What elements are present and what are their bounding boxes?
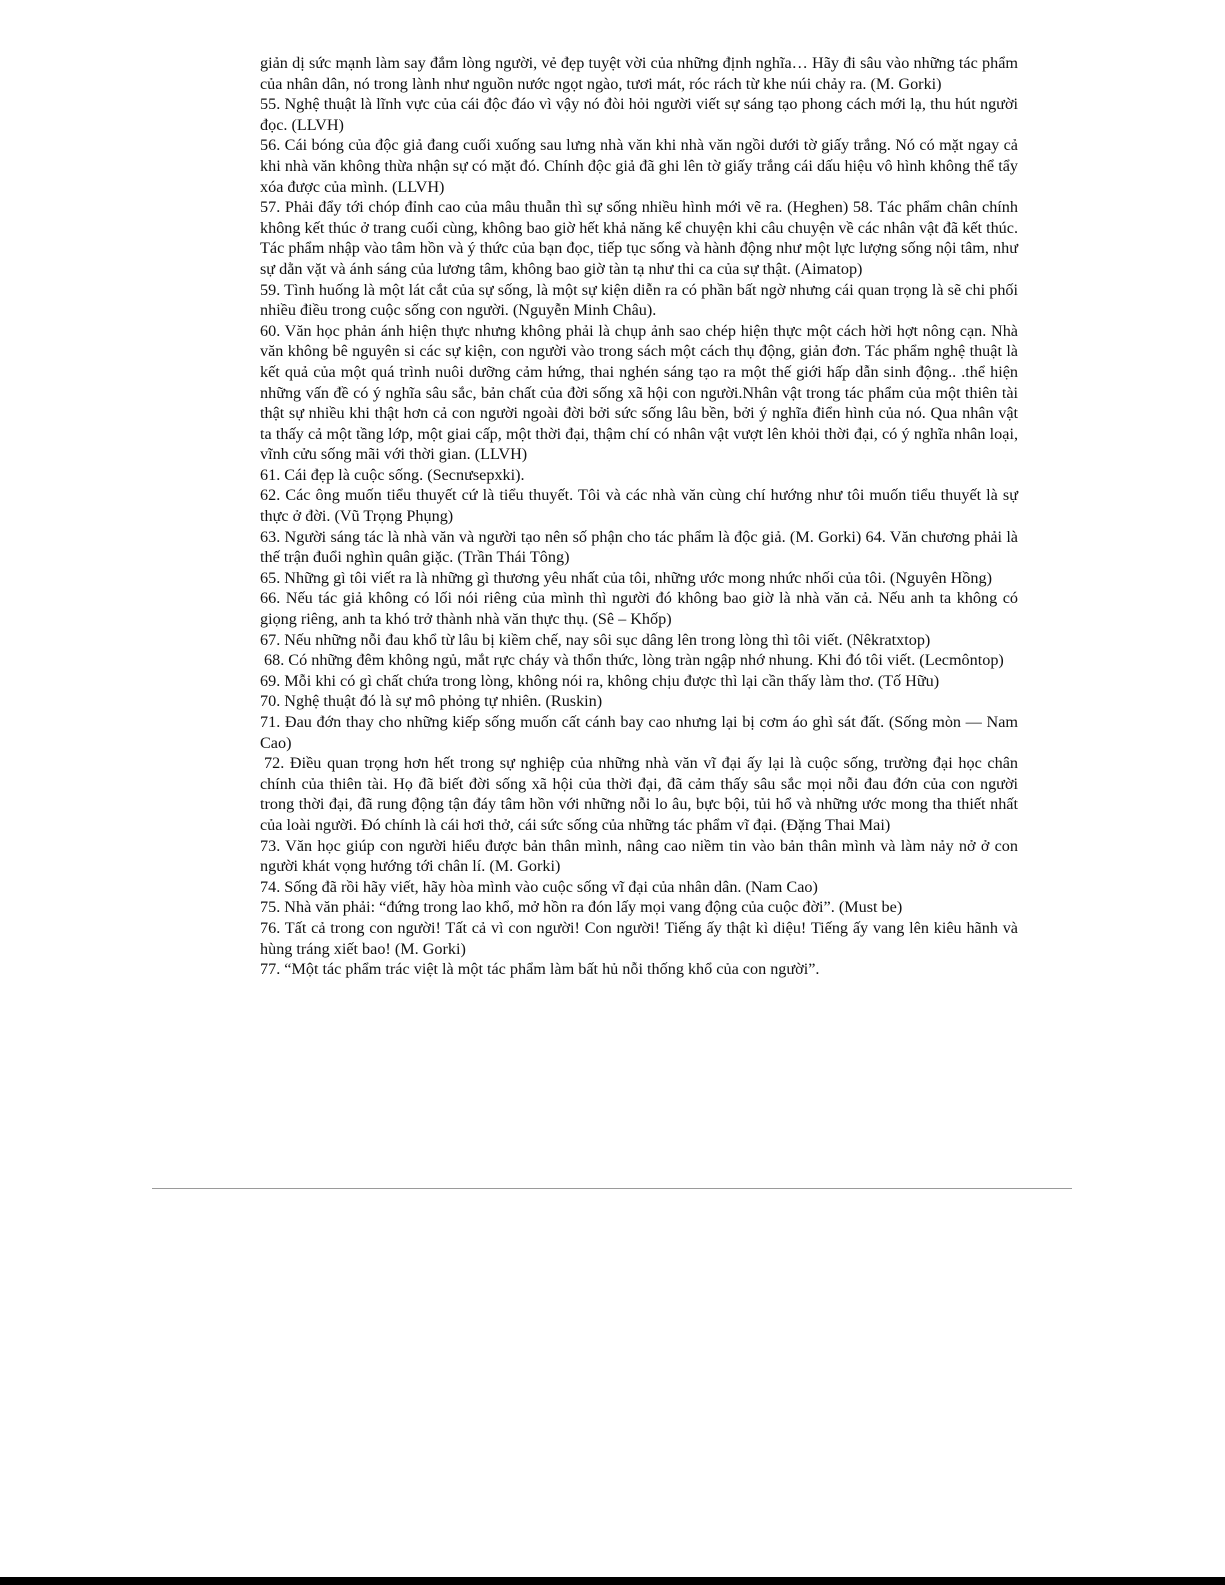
quote-70: 70. Nghệ thuật đó là sự mô phỏng tự nhiên. (Ruskin) bbox=[260, 692, 603, 711]
quote-56: 56. Cái bóng của độc giả đang cuối xuống sau lưng nhà văn khi nhà văn ngồi dưới tờ giấy trắng. Nó có mặt ngay cả khi nhà văn không thừa nhận sự có mặt đó. Chính độc giả đã ghi lên tờ giấy trắng cái dấu hiệu vô hình không thể tẩy xóa được của mình. (LLVH) bbox=[260, 136, 1018, 196]
quote-76: 76. Tất cả trong con người! Tất cả vì con người! Con người! Tiếng ấy thật kì diệu! Tiếng ấy vang lên kiêu hãnh và hùng tráng xiết bao! (M. Gorki) bbox=[260, 918, 1018, 958]
page-divider bbox=[152, 1188, 1072, 1189]
quote-62: 62. Các ông muốn tiểu thuyết cứ là tiểu thuyết. Tôi và các nhà văn cùng chí hướng như tôi muốn tiểu thuyết là sự thực ở đời. (Vũ Trọng Phụng) bbox=[260, 486, 1018, 526]
quote-61: 61. Cái đẹp là cuộc sống. (Secnưsepxki). bbox=[260, 465, 525, 484]
bottom-edge-bar bbox=[0, 1577, 1225, 1585]
quote-68: 68. Có những đêm không ngủ, mắt rực cháy và thổn thức, lòng tràn ngập nhớ nhung. Khi đó tôi viết. (Lecmôntop) bbox=[264, 651, 1004, 670]
quote-57-58: 57. Phải đẩy tới chóp đỉnh cao của mâu thuẫn thì sự sống nhiều hình mới vẽ ra. (Heghen) 58. Tác phẩm chân chính không kết thúc ở trang cuối cùng, không bao giờ hết khả năng kể chuyện khi câu chuyện về các nhân vật đã kết thúc. Tác phẩm nhập vào tâm hồn và ý thức của bạn đọc, tiếp tục sống và hành động như một lực lượng sống nội tâm, như sự dằn vặt và ánh sáng của lương tâm, không bao giờ tàn tạ như thi ca của sự thật. (Aimatop) bbox=[260, 198, 1018, 278]
quote-75: 75. Nhà văn phải: “đứng trong lao khổ, mở hồn ra đón lấy mọi vang động của cuộc đời”. (Must be) bbox=[260, 898, 903, 917]
quote-72: 72. Điều quan trọng hơn hết trong sự nghiệp của những nhà văn vĩ đại ấy lại là cuộc sống, trường đại học chân chính của thiên tài. Họ đã biết đời sống xã hội của thời đại, đã cảm thấy sâu sắc mọi nỗi đau đớn của con người trong thời đại, đã rung động tận đáy tâm hồn với những nỗi lo âu, bực bội, tủi hổ và những ước mong tha thiết nhất của loài người. Đó chính là cái hơi thở, cái sức sống của những tác phẩm vĩ đại. (Đặng Thai Mai) bbox=[260, 754, 1018, 834]
quote-73: 73. Văn học giúp con người hiểu được bản thân mình, nâng cao niềm tin vào bản thân mình và làm nảy nở ở con người khát vọng hướng tới chân lí. (M. Gorki) bbox=[260, 836, 1018, 876]
quote-65: 65. Những gì tôi viết ra là những gì thương yêu nhất của tôi, những ước mong nhức nhối của tôi. (Nguyên Hồng) bbox=[260, 568, 992, 587]
quote-60: 60. Văn học phản ánh hiện thực nhưng không phải là chụp ảnh sao chép hiện thực một cách hời hợt nông cạn. Nhà văn không bê nguyên si các sự kiện, con người vào trong sách một cách thụ động, giản đơn. Tác phẩm nghệ thuật là kết quả của một quá trình nuôi dưỡng cảm hứng, thai nghén sáng tạo ra một thế giới hấp dẫn sinh động.. .thể hiện những vấn đề có ý nghĩa sâu sắc, bản chất của đời sống xã hội con người.Nhân vật trong tác phẩm của một thiên tài thật sự nhiều khi thật hơn cả con người ngoài đời bởi sức sống lâu bền, bởi ý nghĩa điển hình của nó. Qua nhân vật ta thấy cả một tầng lớp, một giai cấp, một thời đại, thậm chí có nhân vật vượt lên khỏi thời đại, có ý nghĩa nhân loại, vĩnh cửu sống mãi với thời gian. (LLVH) bbox=[260, 321, 1018, 464]
quote-67: 67. Nếu những nỗi đau khổ từ lâu bị kiềm chế, nay sôi sục dâng lên trong lòng thì tôi viết. (Nêkratxtop) bbox=[260, 630, 931, 649]
quote-59: 59. Tình huống là một lát cắt của sự sống, là một sự kiện diễn ra có phần bất ngờ nhưng cái quan trọng là sẽ chi phối nhiều điều trong cuộc sống con người. (Nguyễn Minh Châu). bbox=[260, 280, 1018, 320]
quote-63-64: 63. Người sáng tác là nhà văn và người tạo nên số phận cho tác phẩm là độc giả. (M. Gorki) 64. Văn chương phải là thế trận đuổi nghìn quân giặc. (Trần Thái Tông) bbox=[260, 527, 1018, 567]
document-body bbox=[260, 53, 1018, 980]
quote-55: 55. Nghệ thuật là lĩnh vực của cái độc đáo vì vậy nó đòi hỏi người viết sự sáng tạo phong cách mới lạ, thu hút người đọc. (LLVH) bbox=[260, 95, 1018, 134]
quote-66: 66. Nếu tác giả không có lối nói riêng của mình thì người đó không bao giờ là nhà văn cả. Nếu anh ta không có giọng riêng, anh ta khó trở thành nhà văn thực thụ. (Sê – Khốp) bbox=[260, 589, 1018, 629]
quote-77: 77. “Một tác phẩm trác việt là một tác phẩm làm bất hủ nỗi thống khổ của con người”. bbox=[260, 960, 820, 979]
quote-71: 71. Đau đớn thay cho những kiếp sống muốn cất cánh bay cao nhưng lại bị cơm áo ghì sát đất. (Sống mòn — Nam Cao) bbox=[260, 713, 1018, 752]
quote-69: 69. Mỗi khi có gì chất chứa trong lòng, không nói ra, không chịu được thì lại cần thấy làm thơ. (Tố Hữu) bbox=[260, 671, 940, 690]
quote-74: 74. Sống đã rồi hãy viết, hãy hòa mình vào cuộc sống vĩ đại của nhân dân. (Nam Cao) bbox=[260, 877, 818, 896]
paragraph-continuation: giản dị sức mạnh làm say đắm lòng người, vẻ đẹp tuyệt vời của những định nghĩa… Hãy đi sâu vào những tác phẩm của nhân dân, nó trong lành như nguồn nước ngọt ngào, tươi mát, róc rách từ khe núi chảy ra. (M. Gorki) bbox=[260, 54, 1018, 93]
